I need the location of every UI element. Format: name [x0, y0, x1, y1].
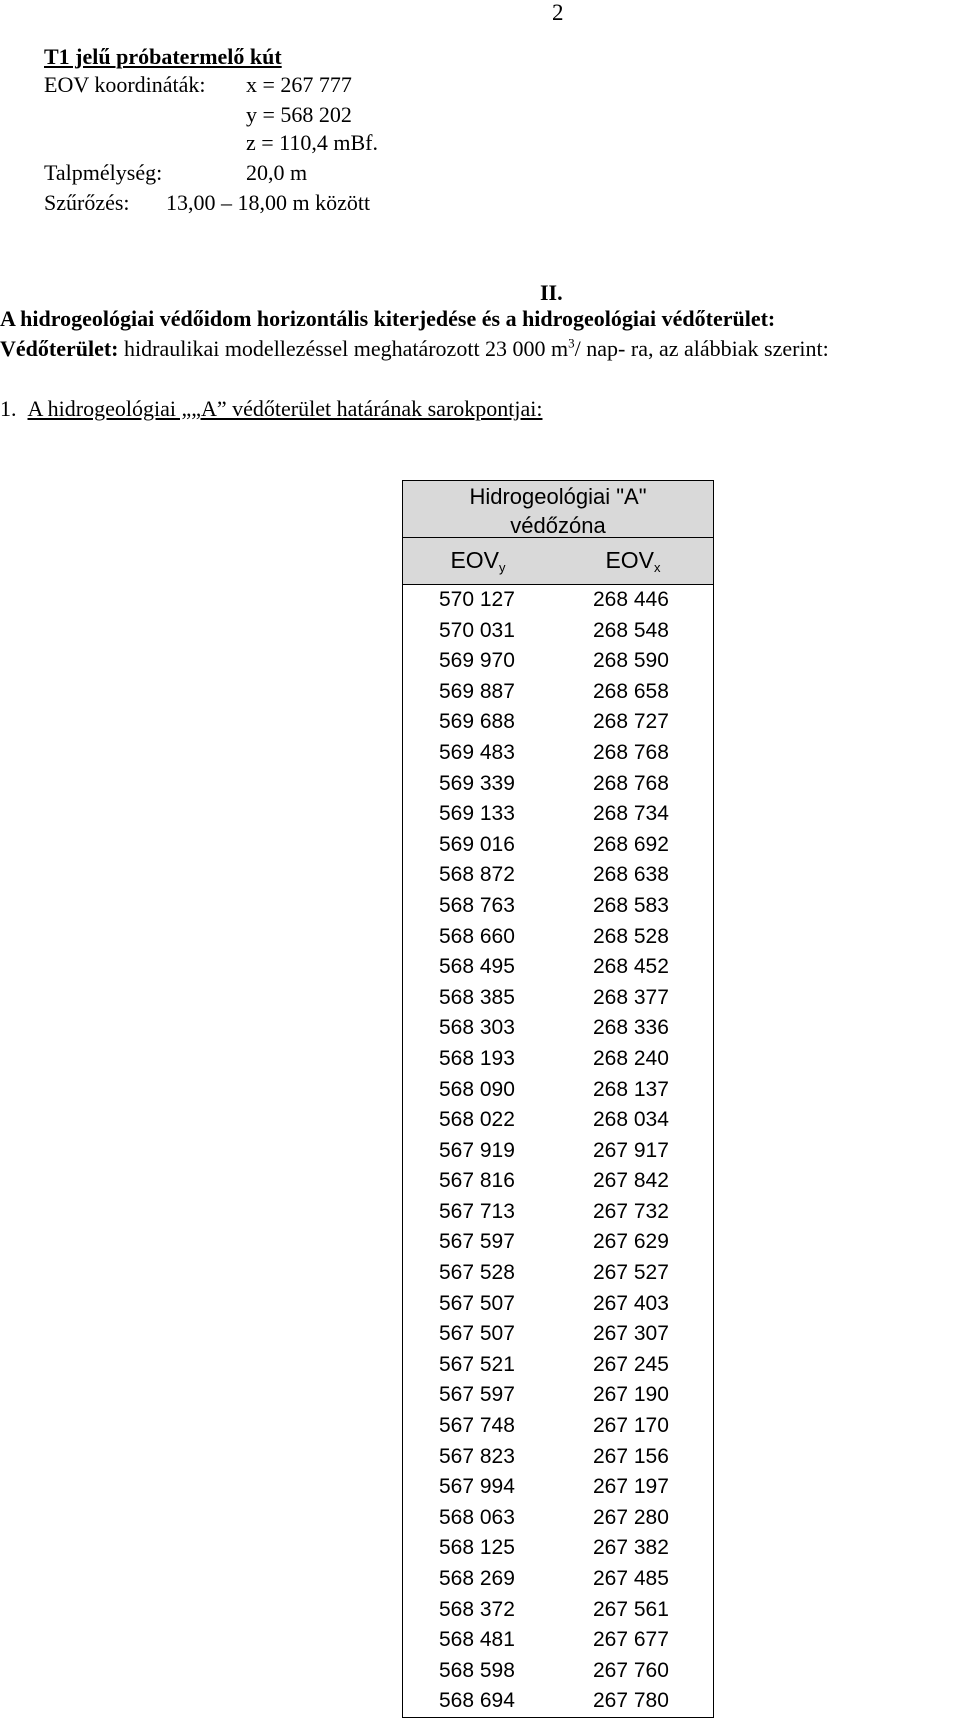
- eov-y-cell: 568 090: [439, 1077, 515, 1101]
- table-row: [403, 1013, 713, 1044]
- section-number: II.: [540, 280, 563, 305]
- eov-x-cell: 268 446: [593, 588, 669, 611]
- eov-x-value: x = 267 777: [246, 72, 352, 97]
- filter-value: 13,00 – 18,00 m között: [166, 190, 371, 215]
- eov-y-cell: 569 339: [439, 771, 515, 795]
- eov-x-cell: 267 190: [593, 1383, 669, 1407]
- eov-x-cell: 267 732: [593, 1199, 669, 1223]
- eov-x-cell: 268 336: [593, 1016, 669, 1040]
- eov-y-cell: 567 919: [439, 1138, 515, 1162]
- eov-y-cell: 567 713: [439, 1199, 515, 1223]
- eov-y-cell: 568 495: [439, 955, 515, 979]
- table-row: [403, 1564, 713, 1595]
- eov-y-cell: 567 528: [439, 1261, 515, 1285]
- eov-x-cell: 267 677: [593, 1628, 669, 1652]
- eov-x-cell: 268 768: [593, 740, 669, 764]
- eov-x-cell: 267 760: [593, 1658, 669, 1682]
- depth-value: 20,0 m: [246, 160, 308, 185]
- table-row: [403, 1075, 713, 1106]
- eov-x-cell: 267 245: [593, 1352, 669, 1376]
- well-title: T1 jelű próbatermelő kút: [44, 44, 282, 69]
- page-number: 2: [552, 0, 564, 25]
- table-header-row: [403, 538, 713, 585]
- list-number: 1.: [0, 396, 17, 421]
- table-row: [403, 1197, 713, 1228]
- list-heading: [0, 396, 542, 422]
- table-row: [403, 1136, 713, 1167]
- eov-x-cell: 268 240: [593, 1046, 669, 1070]
- eov-y-cell: 567 597: [439, 1383, 515, 1407]
- eov-y-cell: 569 970: [439, 649, 515, 673]
- eov-x-cell: 267 485: [593, 1567, 669, 1590]
- table-row: [403, 1319, 713, 1350]
- eov-y-cell: 567 994: [439, 1475, 515, 1499]
- eov-y-cell: 567 521: [439, 1352, 515, 1376]
- table-row: [403, 1503, 713, 1534]
- eov-x-cell: 267 403: [593, 1291, 669, 1315]
- eov-y-cell: 568 125: [439, 1536, 515, 1560]
- eov-y-cell: 569 133: [439, 802, 515, 826]
- table-title: [403, 480, 713, 538]
- eov-y-cell: 567 597: [439, 1230, 515, 1254]
- eov-y-cell: 568 872: [439, 863, 515, 887]
- table-row: [403, 1350, 713, 1381]
- list-heading-text: A hidrogeológiai „„A” védőterület határának sarokpontjai:: [27, 396, 543, 421]
- eov-y-cell: 567 823: [439, 1444, 515, 1468]
- eov-x-cell: 267 629: [593, 1230, 669, 1254]
- eov-y-cell: 569 887: [439, 679, 515, 703]
- eov-x-cell: 268 548: [593, 618, 669, 642]
- table-row: [403, 860, 713, 891]
- eov-x-cell: 268 590: [593, 649, 669, 673]
- eov-y-cell: 568 660: [439, 924, 515, 948]
- eov-y-cell: 568 694: [439, 1689, 515, 1713]
- table-row: [403, 1411, 713, 1442]
- eov-coordinates-label: EOV koordináták:: [44, 72, 206, 97]
- table-row: [403, 1533, 713, 1564]
- column-header-eov-x: $EOV_x$: [605, 547, 661, 575]
- eov-x-cell: 267 197: [593, 1475, 669, 1499]
- eov-y-cell: 568 022: [439, 1108, 515, 1132]
- table-row: [403, 646, 713, 677]
- eov-x-cell: 268 528: [593, 924, 669, 948]
- table-row: [403, 830, 713, 861]
- eov-x-cell: 268 034: [593, 1108, 669, 1132]
- table-row: [403, 738, 713, 769]
- eov-x-cell: 267 917: [593, 1138, 669, 1162]
- protection-area-label: Védőterület:: [0, 336, 119, 361]
- table-row: [403, 1472, 713, 1503]
- eov-x-cell: 267 561: [593, 1597, 669, 1621]
- eov-y-cell: 568 481: [439, 1628, 515, 1652]
- eov-y-cell: 568 269: [439, 1567, 515, 1590]
- column-header-eov-y: $EOV_y$: [450, 547, 506, 575]
- eov-y-cell: 568 372: [439, 1597, 515, 1621]
- cubic-superscript: 3: [568, 335, 575, 351]
- table-title-line1: Hidrogeológiai "A": [469, 484, 647, 509]
- eov-x-cell: 267 527: [593, 1261, 669, 1285]
- eov-y-value: y = 568 202: [246, 102, 352, 127]
- eov-y-cell: 570 031: [439, 618, 515, 642]
- eov-y-cell: 568 303: [439, 1016, 515, 1040]
- eov-y-cell: 569 016: [439, 832, 515, 856]
- table-row: [403, 983, 713, 1014]
- eov-y-cell: 570 127: [439, 588, 515, 611]
- table-row: [403, 1227, 713, 1258]
- eov-y-cell: 568 063: [439, 1505, 515, 1529]
- eov-x-cell: 267 382: [593, 1536, 669, 1560]
- table-row: [403, 799, 713, 830]
- protection-area-text: hidraulikai modellezéssel meghatározott 23 000 m: [118, 336, 569, 361]
- protection-area-text-end: / nap- ra, az alábbiak szerint:: [574, 336, 829, 361]
- eov-x-cell: 267 780: [593, 1689, 669, 1713]
- table-row: [403, 707, 713, 738]
- table-row: [403, 585, 713, 616]
- eov-y-cell: 567 507: [439, 1322, 515, 1346]
- eov-x-cell: 267 307: [593, 1322, 669, 1346]
- eov-x-cell: 268 727: [593, 710, 669, 734]
- eov-z-value: z = 110,4 mBf.: [246, 130, 378, 155]
- table-row: [403, 891, 713, 922]
- eov-x-cell: 267 842: [593, 1169, 669, 1193]
- eov-x-cell: 268 638: [593, 863, 669, 887]
- table-row: [403, 1105, 713, 1136]
- coordinate-table: [402, 480, 714, 1718]
- section-heading: A hidrogeológiai védőidom horizontális kiterjedése és a hidrogeológiai védőterület:: [0, 306, 776, 331]
- eov-x-cell: 268 452: [593, 955, 669, 979]
- table-row: [403, 1380, 713, 1411]
- eov-y-cell: 567 816: [439, 1169, 515, 1193]
- eov-y-cell: 568 193: [439, 1046, 515, 1070]
- eov-y-cell: 568 598: [439, 1658, 515, 1682]
- table-row: [403, 1686, 713, 1717]
- depth-label: Talpmélység:: [44, 160, 163, 185]
- eov-x-cell: 268 658: [593, 679, 669, 703]
- table-title-line2: védőzóna: [510, 513, 606, 538]
- table-row: [403, 769, 713, 800]
- protection-area-line: [0, 336, 829, 362]
- table-row: [403, 677, 713, 708]
- eov-x-cell: 267 170: [593, 1414, 669, 1438]
- eov-x-cell: 268 768: [593, 771, 669, 795]
- table-row: [403, 1625, 713, 1656]
- eov-y-cell: 569 688: [439, 710, 515, 734]
- table-row: [403, 952, 713, 983]
- eov-y-cell: 569 483: [439, 740, 515, 764]
- table-body: [403, 585, 713, 1717]
- table-row: [403, 1166, 713, 1197]
- eov-x-cell: 267 156: [593, 1444, 669, 1468]
- table-row: [403, 1289, 713, 1320]
- eov-y-cell: 567 507: [439, 1291, 515, 1315]
- table-row: [403, 1044, 713, 1075]
- eov-y-cell: 568 763: [439, 893, 515, 917]
- table-row: [403, 1595, 713, 1626]
- eov-y-cell: 567 748: [439, 1414, 515, 1438]
- table-row: [403, 922, 713, 953]
- eov-x-cell: 268 377: [593, 985, 669, 1009]
- eov-x-cell: 268 734: [593, 802, 669, 826]
- table-row: [403, 616, 713, 647]
- table-row: [403, 1442, 713, 1473]
- table-row: [403, 1258, 713, 1289]
- eov-x-cell: 268 137: [593, 1077, 669, 1101]
- filter-label: Szűrőzés:: [44, 190, 130, 215]
- eov-x-cell: 267 280: [593, 1505, 669, 1529]
- eov-x-cell: 268 583: [593, 893, 669, 917]
- table-row: [403, 1656, 713, 1687]
- eov-y-cell: 568 385: [439, 985, 515, 1009]
- eov-x-cell: 268 692: [593, 832, 669, 856]
